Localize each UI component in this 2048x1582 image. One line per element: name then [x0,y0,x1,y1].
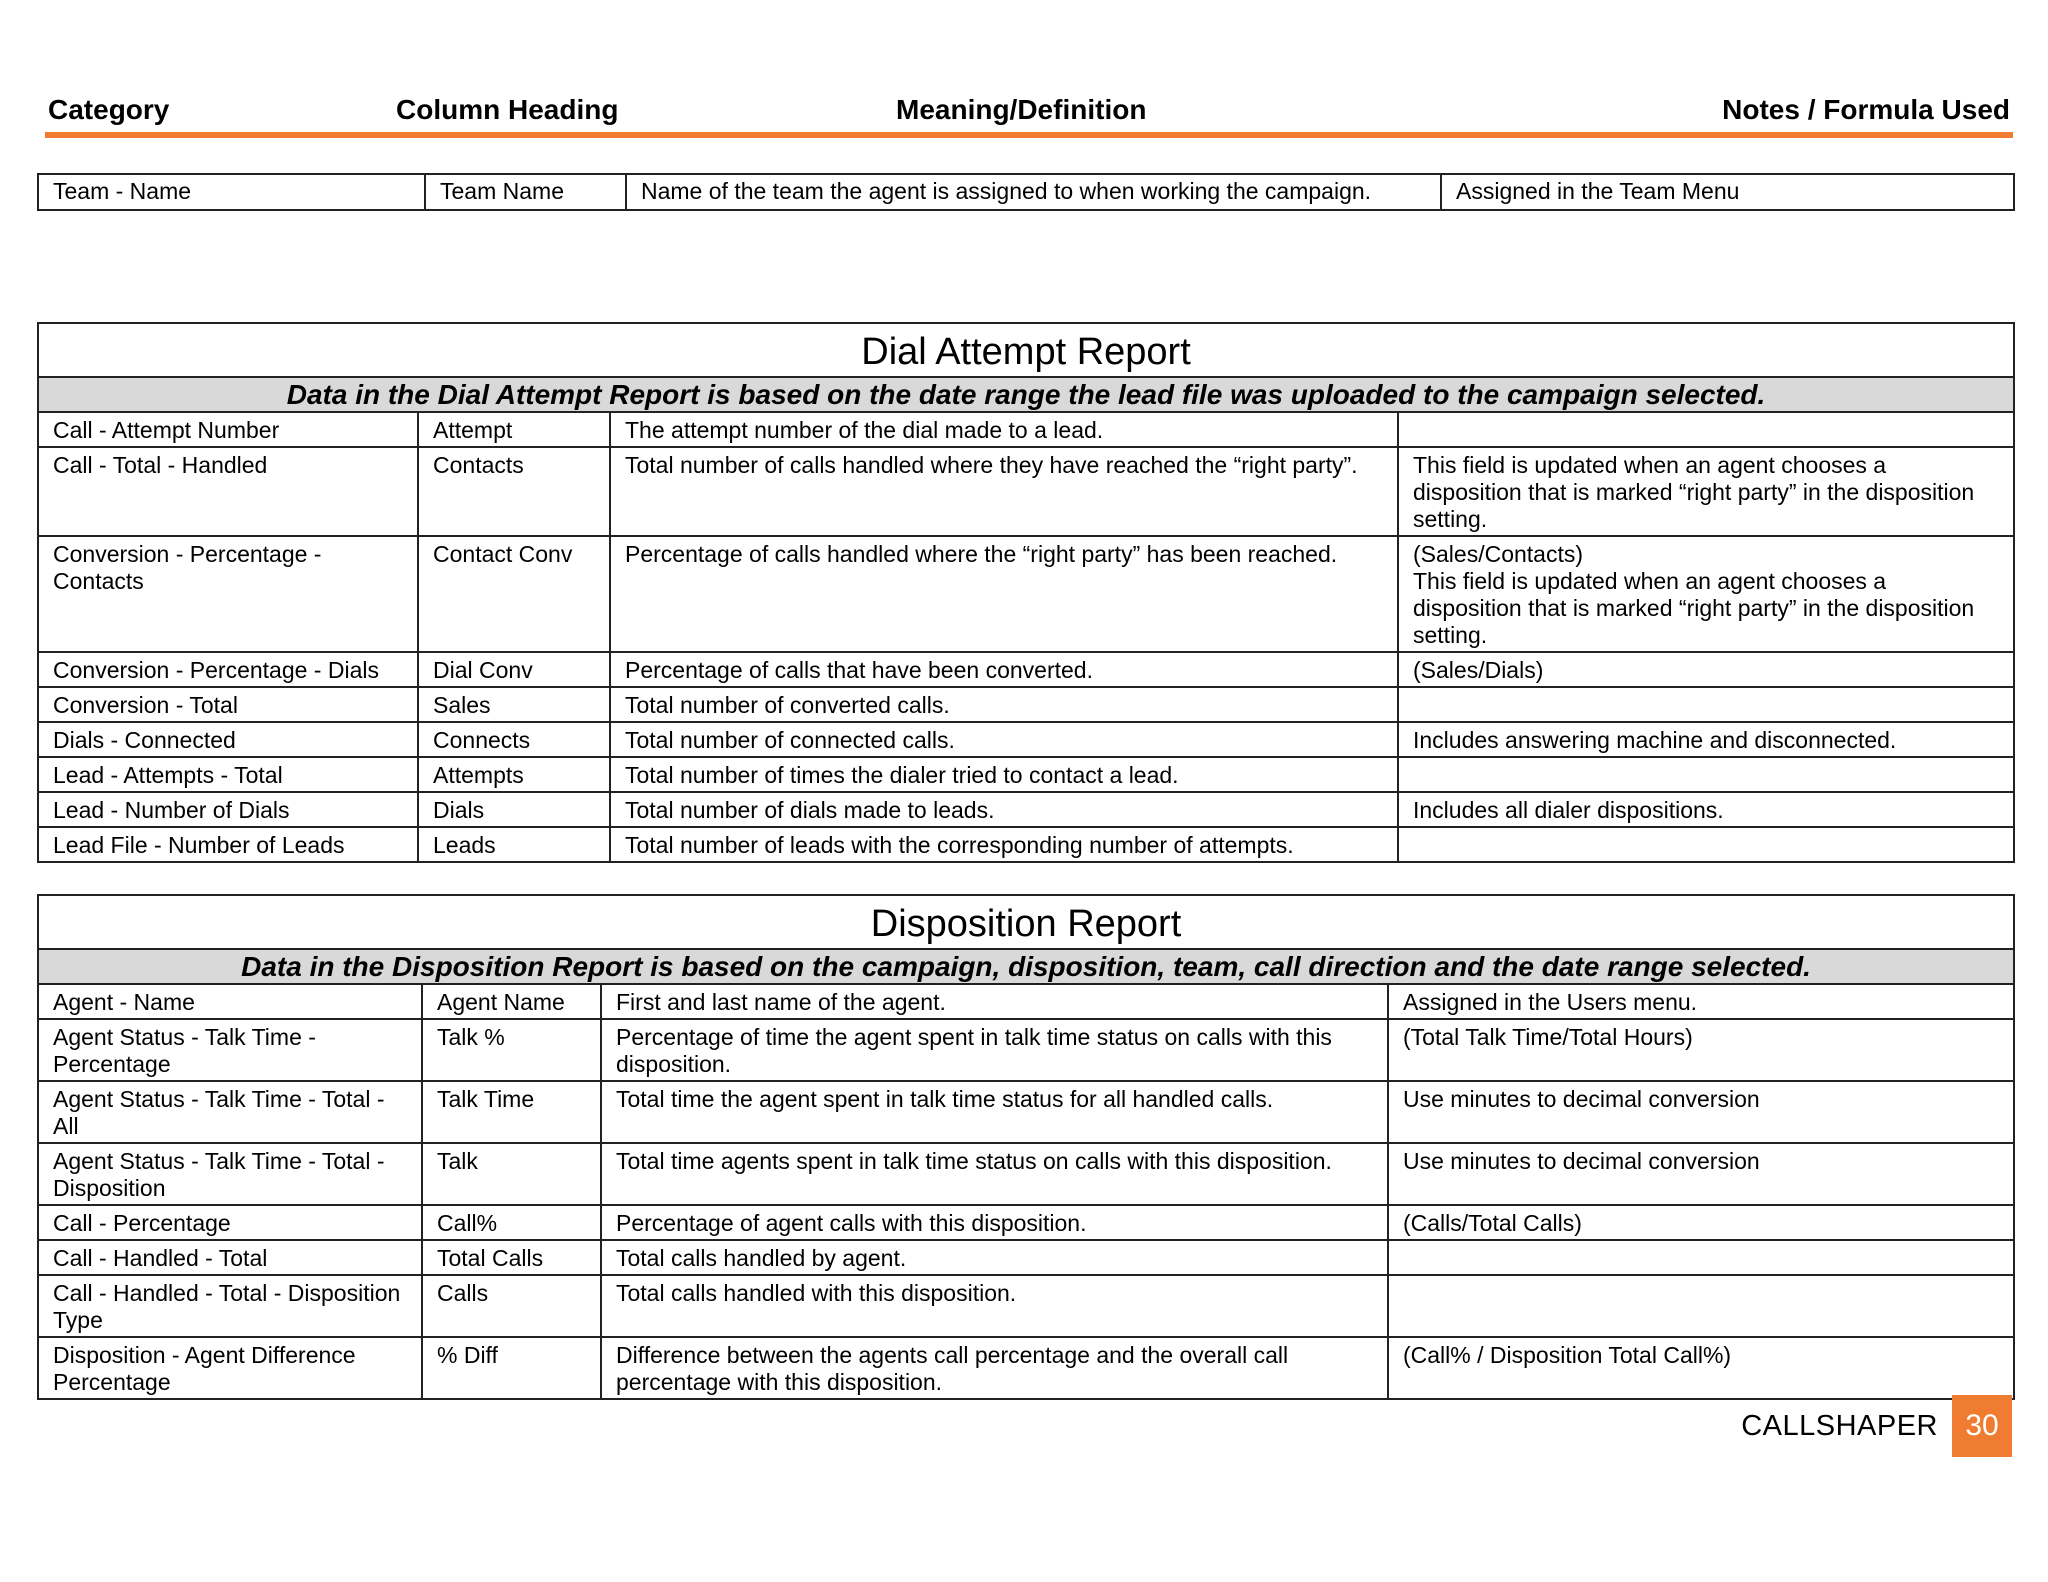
dial-report-cell-category: Call - Total - Handled [38,447,418,536]
disposition-report-row [38,1275,2014,1337]
dial-report-cell-meaning: The attempt number of the dial made to a lead. [610,412,1398,447]
disposition-report-cell-notes: Use minutes to decimal conversion [1388,1081,2014,1143]
dial-report-row [38,652,2014,687]
dial-report-cell-category: Lead File - Number of Leads [38,827,418,862]
page-number: 30 [1952,1395,2012,1457]
dial-report-cell-heading: Dials [418,792,610,827]
page-footer [1741,1395,2012,1457]
disposition-report-title: Disposition Report [38,895,2014,949]
dial-report-cell-heading: Attempt [418,412,610,447]
dial-report-cell-meaning: Total number of calls handled where they have reached the “right party”. [610,447,1398,536]
disposition-report-cell-meaning: Total time agents spent in talk time status on calls with this disposition. [601,1143,1388,1205]
header-meaning: Meaning/Definition [896,94,1147,125]
disposition-report-cell-heading: Talk % [422,1019,601,1081]
dial-report-cell-meaning: Total number of connected calls. [610,722,1398,757]
disposition-report-cell-notes: (Total Talk Time/Total Hours) [1388,1019,2014,1081]
disposition-report-cell-meaning: Total calls handled with this disposition. [601,1275,1388,1337]
disposition-report-cell-category: Call - Percentage [38,1205,422,1240]
disposition-report-cell-notes: Assigned in the Users menu. [1388,984,2014,1019]
dial-report-cell-notes [1398,687,2014,722]
disposition-report-cell-heading: Total Calls [422,1240,601,1275]
disposition-report-row [38,984,2014,1019]
disposition-report-cell-category: Call - Handled - Total - Disposition Type [38,1275,422,1337]
dial-report-subtitle: Data in the Dial Attempt Report is based on the date range the lead file was uploaded to the campaign selected. [38,377,2014,412]
header-notes: Notes / Formula Used [1722,94,2010,125]
disposition-report-cell-notes [1388,1275,2014,1337]
team-cell-notes: Assigned in the Team Menu [1441,174,2014,210]
dial-report-cell-notes: Includes all dialer dispositions. [1398,792,2014,827]
disposition-report-cell-category: Agent Status - Talk Time - Percentage [38,1019,422,1081]
team-cell-meaning: Name of the team the agent is assigned to when working the campaign. [626,174,1441,210]
disposition-report-cell-heading: % Diff [422,1337,601,1399]
dial-report-cell-category: Conversion - Total [38,687,418,722]
dial-report-row [38,687,2014,722]
brand-name: CALLSHAPER [1741,1409,1938,1442]
dial-report-row [38,536,2014,652]
disposition-report-cell-category: Agent - Name [38,984,422,1019]
dial-report-cell-category: Call - Attempt Number [38,412,418,447]
dial-report-cell-meaning: Total number of times the dialer tried to contact a lead. [610,757,1398,792]
dial-report-cell-meaning: Percentage of calls handled where the “right party” has been reached. [610,536,1398,652]
dial-report-cell-notes [1398,827,2014,862]
dial-report-rows [38,412,2014,862]
disposition-report-row [38,1337,2014,1399]
disposition-report-row [38,1240,2014,1275]
dial-report-row [38,757,2014,792]
dial-report-cell-heading: Contact Conv [418,536,610,652]
team-cell-category: Team - Name [38,174,425,210]
disposition-report-cell-heading: Agent Name [422,984,601,1019]
dial-report-row [38,412,2014,447]
dial-report-cell-notes: (Sales/Contacts) This field is updated when an agent chooses a disposition that is marked “right party” in the disposition setting. [1398,536,2014,652]
disposition-report-cell-category: Agent Status - Talk Time - Total - All [38,1081,422,1143]
disposition-report-cell-meaning: Percentage of time the agent spent in talk time status on calls with this disposition. [601,1019,1388,1081]
team-table [37,173,2015,211]
disposition-report-table [37,894,2015,1400]
disposition-report-cell-heading: Calls [422,1275,601,1337]
dial-report-cell-notes [1398,412,2014,447]
dial-report-cell-category: Dials - Connected [38,722,418,757]
disposition-report-cell-meaning: Total time the agent spent in talk time status for all handled calls. [601,1081,1388,1143]
disposition-report-cell-meaning: Difference between the agents call percentage and the overall call percentage with this disposition. [601,1337,1388,1399]
disposition-report-cell-meaning: First and last name of the agent. [601,984,1388,1019]
disposition-report-rows [38,984,2014,1399]
dial-report-cell-heading: Contacts [418,447,610,536]
dial-report-cell-notes [1398,757,2014,792]
dial-report-row [38,827,2014,862]
dial-report-cell-notes: This field is updated when an agent chooses a disposition that is marked “right party” in the disposition setting. [1398,447,2014,536]
dial-report-cell-meaning: Total number of converted calls. [610,687,1398,722]
dial-report-row [38,447,2014,536]
dial-report-cell-category: Lead - Number of Dials [38,792,418,827]
header-divider [45,132,2013,138]
dial-report-title: Dial Attempt Report [38,323,2014,377]
dial-report-cell-category: Conversion - Percentage - Contacts [38,536,418,652]
dial-report-cell-notes: Includes answering machine and disconnected. [1398,722,2014,757]
team-row [38,174,2014,210]
header-category: Category [48,94,170,125]
dial-report-cell-heading: Attempts [418,757,610,792]
disposition-report-cell-category: Call - Handled - Total [38,1240,422,1275]
dial-report-cell-heading: Leads [418,827,610,862]
dial-report-cell-heading: Dial Conv [418,652,610,687]
dial-report-cell-meaning: Percentage of calls that have been converted. [610,652,1398,687]
dial-report-row [38,722,2014,757]
disposition-report-cell-notes [1388,1240,2014,1275]
disposition-report-row [38,1143,2014,1205]
disposition-report-row [38,1081,2014,1143]
disposition-report-cell-notes: Use minutes to decimal conversion [1388,1143,2014,1205]
header-column-heading: Column Heading [396,94,619,125]
dial-report-cell-category: Lead - Attempts - Total [38,757,418,792]
disposition-report-cell-meaning: Total calls handled by agent. [601,1240,1388,1275]
team-cell-heading: Team Name [425,174,626,210]
dial-report-cell-meaning: Total number of leads with the corresponding number of attempts. [610,827,1398,862]
disposition-report-row [38,1205,2014,1240]
column-header-row [48,92,2010,134]
disposition-report-cell-meaning: Percentage of agent calls with this disposition. [601,1205,1388,1240]
disposition-report-row [38,1019,2014,1081]
disposition-report-cell-heading: Talk [422,1143,601,1205]
dial-report-cell-meaning: Total number of dials made to leads. [610,792,1398,827]
disposition-report-cell-notes: (Call% / Disposition Total Call%) [1388,1337,2014,1399]
dial-report-cell-heading: Connects [418,722,610,757]
dial-report-row [38,792,2014,827]
dial-report-cell-category: Conversion - Percentage - Dials [38,652,418,687]
disposition-report-cell-category: Disposition - Agent Difference Percentage [38,1337,422,1399]
disposition-report-cell-category: Agent Status - Talk Time - Total - Disposition [38,1143,422,1205]
dial-report-cell-notes: (Sales/Dials) [1398,652,2014,687]
disposition-report-cell-notes: (Calls/Total Calls) [1388,1205,2014,1240]
disposition-report-cell-heading: Talk Time [422,1081,601,1143]
disposition-report-subtitle: Data in the Disposition Report is based on the campaign, disposition, team, call direction and the date range selected. [38,949,2014,984]
dial-report-cell-heading: Sales [418,687,610,722]
dial-attempt-report-table [37,322,2015,863]
disposition-report-cell-heading: Call% [422,1205,601,1240]
